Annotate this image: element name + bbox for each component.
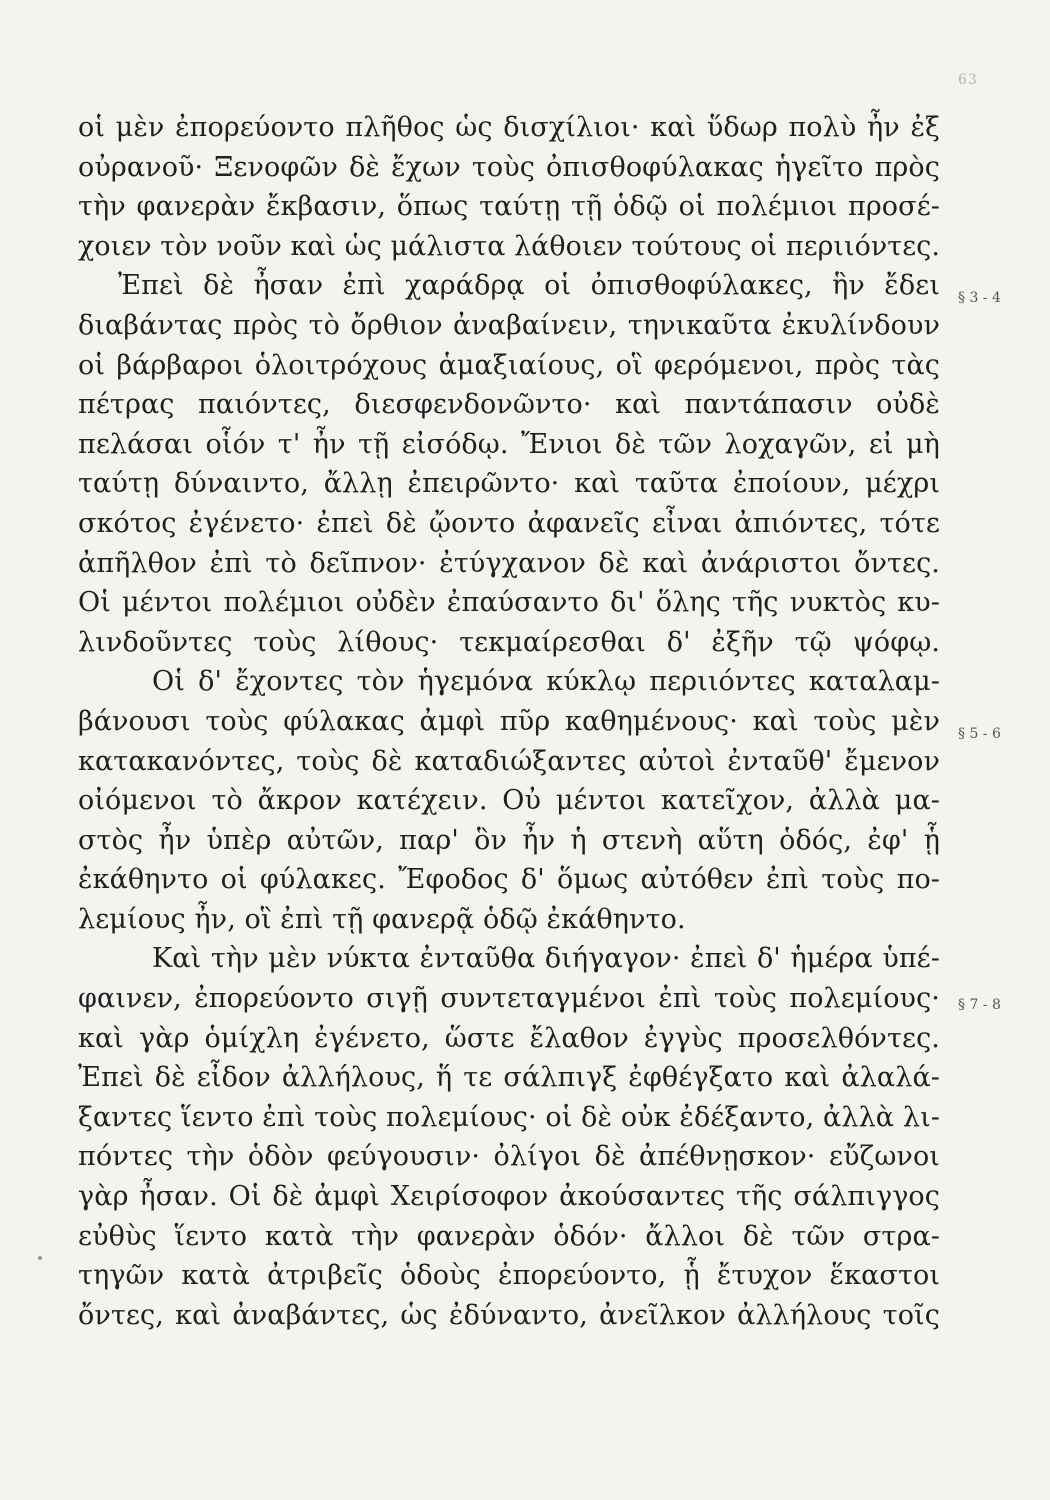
text-line: πόντες τὴν ὁδὸν φεύγουσιν· ὀλίγοι δὲ ἀπέθνῃσκον· εὔζωνοι — [78, 1141, 940, 1173]
text-line: στὸς ἦν ὑπὲρ αὐτῶν, παρ' ὃν ἦν ἡ στενὴ αὕτη ὁδός, ἐφ' ᾗ — [78, 824, 941, 856]
text-line: Ἐπεὶ δὲ εἶδον ἀλλήλους, ἥ τε σάλπιγξ ἐφθέγξατο καὶ ἀλαλά- — [78, 1062, 941, 1094]
text-line: κατακανόντες, τοὺς δὲ καταδιώξαντες αὐτοὶ ἐνταῦθ' ἔμενον — [78, 745, 940, 777]
text-line: τὴν φανερὰν ἔκβασιν, ὅπως ταύτῃ τῇ ὁδῷ οἱ πολέμιοι προσέ- — [78, 191, 941, 223]
text-line: εὐθὺς ἵεντο κατὰ τὴν φανερὰν ὁδόν· ἄλλοι δὲ τῶν στρα- — [78, 1220, 940, 1252]
text-line: τηγῶν κατὰ ἀτριβεῖς ὁδοὺς ἐπορεύοντο, ᾗ ἔτυχον ἕκαστοι — [78, 1260, 941, 1292]
text-line: ἀπῆλθον ἐπὶ τὸ δεῖπνον· ἐτύγχανον δὲ καὶ ἀνάριστοι ὄντες. — [78, 547, 940, 579]
text-line: οὐρανοῦ· Ξενοφῶν δὲ ἔχων τοὺς ὀπισθοφύλακας ἡγεῖτο πρὸς — [78, 151, 940, 183]
text-line: καὶ γὰρ ὁμίχλη ἐγένετο, ὥστε ἔλαθον ἐγγὺς προσελθόντες. — [78, 1022, 940, 1054]
text-line: πέτρας παιόντες, διεσφενδονῶντο· καὶ παντάπασιν οὐδὲ — [78, 389, 940, 421]
print-speck — [38, 1256, 42, 1260]
text-line: χοιεν τὸν νοῦν καὶ ὡς μάλιστα λάθοιεν τούτους οἱ περιιόντες. — [78, 230, 940, 262]
text-line: Οἱ δ' ἔχοντες τὸν ἡγεμόνα κύκλῳ περιιόντες καταλαμ- — [152, 666, 941, 698]
text-line: πελάσαι οἷόν τ' ἦν τῇ εἰσόδῳ. Ἔνιοι δὲ τῶν λοχαγῶν, εἰ μὴ — [78, 428, 940, 460]
margin-note-section-7-8: § 7 - 8 — [958, 997, 1001, 1013]
text-line: Καὶ τὴν μὲν νύκτα ἐνταῦθα διήγαγον· ἐπεὶ δ' ἡμέρα ὑπέ- — [152, 943, 940, 975]
text-line: λεμίους ἦν, οἳ ἐπὶ τῇ φανερᾷ ὁδῷ ἐκάθηντο. — [78, 903, 686, 935]
text-line: γὰρ ἦσαν. Οἱ δὲ ἀμφὶ Χειρίσοφον ἀκούσαντες τῆς σάλπιγγος — [78, 1181, 941, 1213]
text-line: ἐκάθηντο οἱ φύλακες. Ἔφοδος δ' ὅμως αὐτόθεν ἐπὶ τοὺς πο- — [78, 864, 941, 896]
page-number: 63 — [958, 72, 978, 88]
text-line: σκότος ἐγένετο· ἐπεὶ δὲ ᾤοντο ἀφανεῖς εἶναι ἀπιόντες, τότε — [78, 507, 940, 539]
text-line: οἱ βάρβαροι ὁλοιτρόχους ἁμαξιαίους, οἳ φερόμενοι, πρὸς τὰς — [78, 349, 941, 381]
text-line: βάνουσι τοὺς φύλακας ἀμφὶ πῦρ καθημένους· καὶ τοὺς μὲν — [78, 705, 940, 737]
text-line: ὄντες, καὶ ἀναβάντες, ὡς ἐδύναντο, ἀνεῖλκον ἀλλήλους τοῖς — [78, 1299, 940, 1331]
text-line: Οἱ μέντοι πολέμιοι οὐδὲν ἐπαύσαντο δι' ὅλης τῆς νυκτὸς κυ- — [78, 587, 941, 619]
text-line: διαβάντας πρὸς τὸ ὄρθιον ἀναβαίνειν, τηνικαῦτα ἐκυλίνδουν — [78, 309, 940, 341]
text-line: οἰόμενοι τὸ ἄκρον κατέχειν. Οὐ μέντοι κατεῖχον, ἀλλὰ μα- — [78, 785, 941, 817]
text-line: Ἐπεὶ δὲ ἦσαν ἐπὶ χαράδρᾳ οἱ ὀπισθοφύλακες, ἣν ἔδει — [118, 270, 940, 302]
text-line: οἱ μὲν ἐπορεύοντο πλῆθος ὡς δισχίλιοι· καὶ ὕδωρ πολὺ ἦν ἐξ — [78, 112, 941, 143]
main-text — [78, 108, 940, 1335]
margin-note-section-3-4: § 3 - 4 — [958, 290, 1001, 306]
text-line: ταύτῃ δύναιντο, ἄλλῃ ἐπειρῶντο· καὶ ταῦτα ἐποίουν, μέχρι — [78, 468, 941, 500]
text-line: φαινεν, ἐπορεύοντο σιγῇ συντεταγμένοι ἐπὶ τοὺς πολεμίους· — [78, 983, 940, 1015]
text-line: ξαντες ἵεντο ἐπὶ τοὺς πολεμίους· οἱ δὲ οὐκ ἐδέξαντο, ἀλλὰ λι- — [78, 1101, 940, 1133]
margin-note-section-5-6: § 5 - 6 — [958, 726, 1001, 742]
text-line: λινδοῦντες τοὺς λίθους· τεκμαίρεσθαι δ' ἐξῆν τῷ ψόφῳ. — [78, 626, 941, 658]
